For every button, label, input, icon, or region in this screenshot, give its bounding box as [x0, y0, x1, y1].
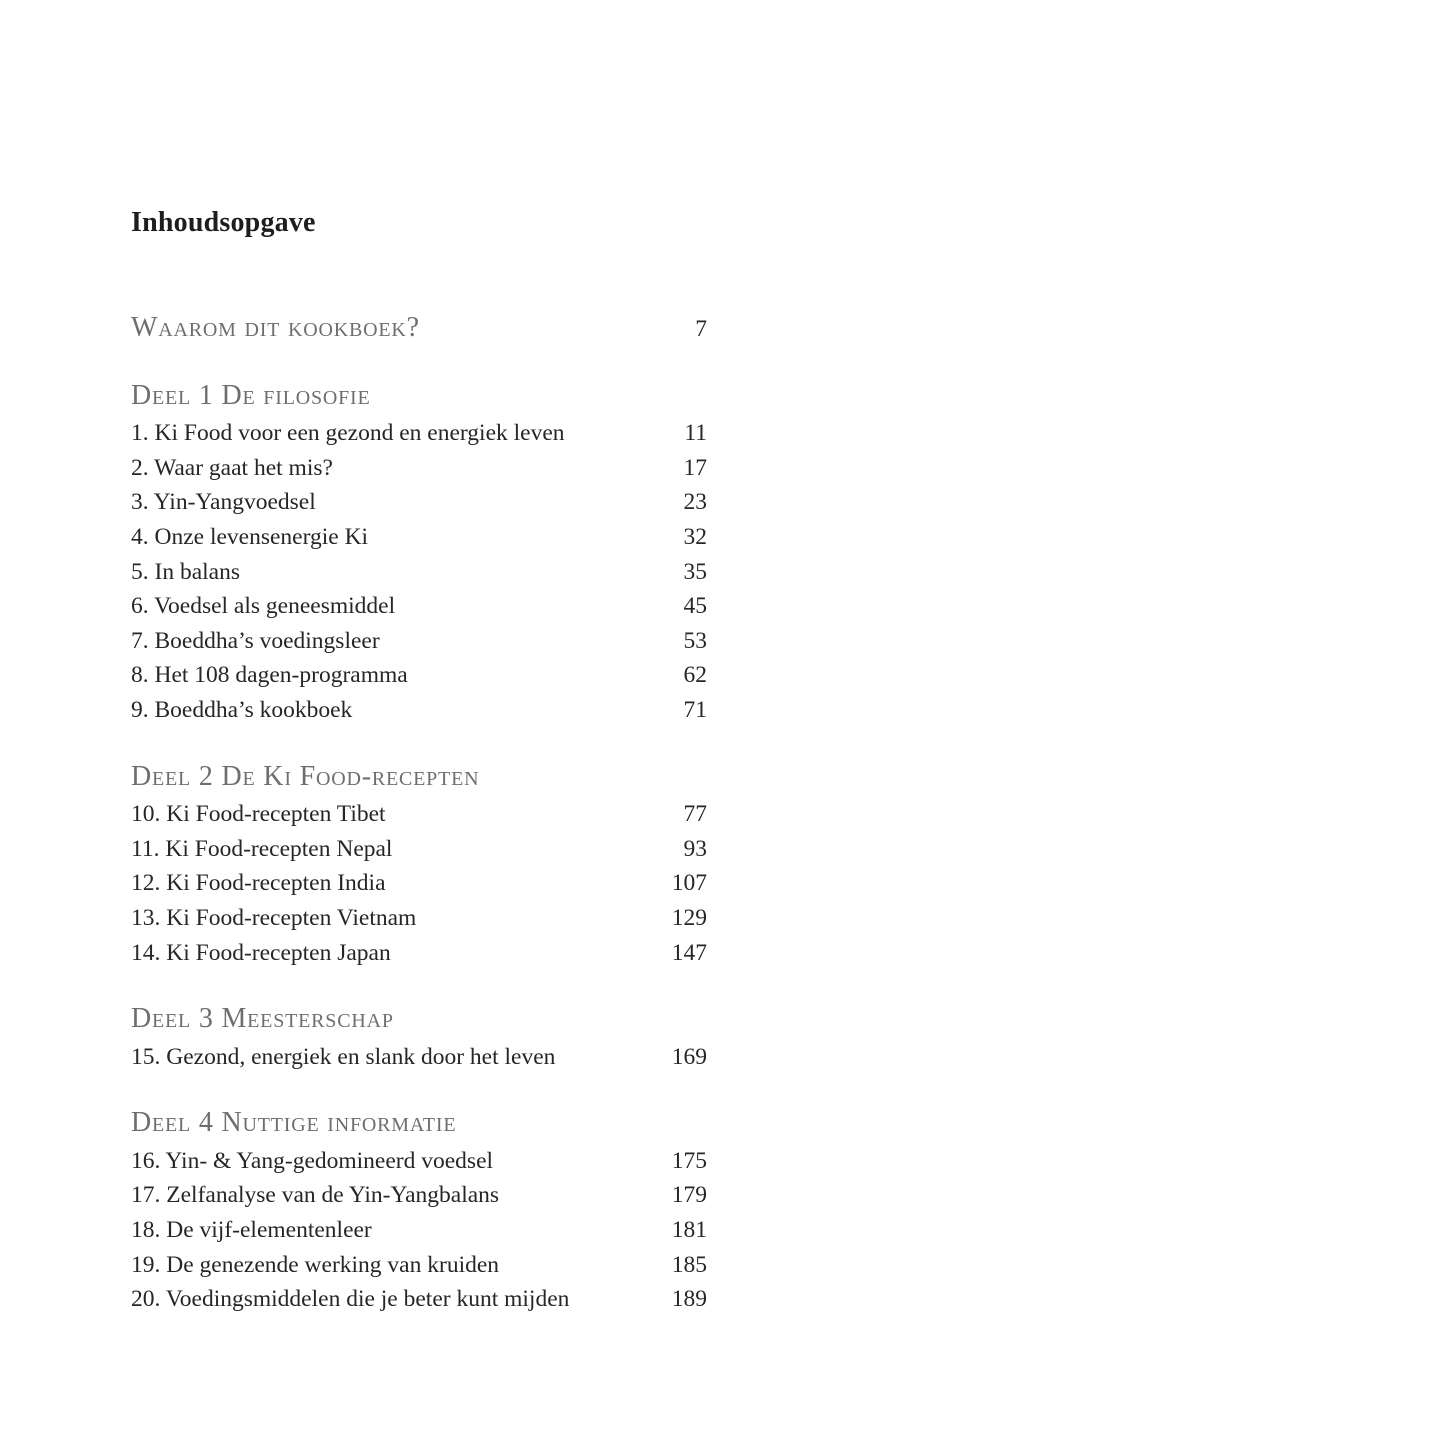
- toc-entry-page: 53: [683, 627, 707, 654]
- toc-entry-page: 77: [683, 801, 707, 828]
- toc-entry: [131, 1040, 707, 1075]
- toc-entry: [131, 451, 707, 486]
- toc-entry-page: 23: [683, 489, 707, 516]
- toc-entry-label: 6. Voedsel als geneesmiddel: [131, 593, 396, 620]
- toc-section-heading-row: [131, 311, 707, 347]
- page-title: Inhoudsopgave: [131, 207, 316, 238]
- toc-entry-label: 17. Zelfanalyse van de Yin-Yangbalans: [131, 1182, 500, 1209]
- toc-entry-label: 7. Boeddha’s voedingsleer: [131, 627, 380, 654]
- toc-entry-label: 10. Ki Food-recepten Tibet: [131, 801, 386, 828]
- toc-entry-page: 93: [683, 835, 707, 862]
- toc-entry-label: 19. De genezende werking van kruiden: [131, 1251, 500, 1278]
- toc-entry-label: 1. Ki Food voor een gezond en energiek leven: [131, 420, 565, 447]
- toc-entry: [131, 416, 707, 451]
- toc-entry-page: 32: [683, 523, 707, 550]
- toc-entry-label: 4. Onze levensenergie Ki: [131, 523, 369, 550]
- toc-section-heading: Waarom dit kookboek?: [131, 312, 420, 343]
- toc-entry-page: 179: [671, 1182, 707, 1209]
- toc-section-page: 7: [695, 316, 707, 342]
- toc-section-heading: Deel 4 Nuttige informatie: [131, 1107, 457, 1139]
- toc-entry-label: 13. Ki Food-recepten Vietnam: [131, 904, 417, 931]
- toc-entry: [131, 936, 707, 971]
- toc-entry-label: 20. Voedingsmiddelen die je beter kunt mijden: [131, 1286, 570, 1313]
- toc-entry: [131, 693, 707, 728]
- toc-entry-label: 14. Ki Food-recepten Japan: [131, 939, 391, 966]
- toc-section-heading: Deel 1 De filosofie: [131, 379, 371, 411]
- toc-entry-page: 107: [671, 870, 707, 897]
- toc-entry: [131, 832, 707, 867]
- toc-entry-label: 12. Ki Food-recepten India: [131, 870, 386, 897]
- toc-entry-label: 15. Gezond, energiek en slank door het leven: [131, 1043, 556, 1070]
- toc-entry-label: 9. Boeddha’s kookboek: [131, 696, 353, 723]
- toc-entry-page: 45: [683, 593, 707, 620]
- toc-entry: [131, 1282, 707, 1317]
- toc-entry-page: 129: [671, 904, 707, 931]
- toc-entry-page: 169: [671, 1043, 707, 1070]
- toc-entry: [131, 485, 707, 520]
- toc-section-heading: Deel 3 Meesterschap: [131, 1003, 394, 1035]
- toc-section-waarom: [131, 311, 707, 347]
- toc-entry-page: 181: [671, 1217, 707, 1244]
- toc-section-heading-row: [131, 1002, 707, 1037]
- toc-entry-label: 18. De vijf-elementenleer: [131, 1217, 372, 1244]
- toc-section-heading-row: [131, 760, 707, 795]
- toc-section-deel-4: [131, 1106, 707, 1317]
- toc-entry: [131, 555, 707, 590]
- toc-section-deel-3: [131, 1002, 707, 1074]
- toc-entry: [131, 901, 707, 936]
- toc-entry-page: 71: [683, 696, 707, 723]
- toc-entry-label: 5. In balans: [131, 558, 240, 585]
- toc-entry-label: 11. Ki Food-recepten Nepal: [131, 835, 393, 862]
- toc-entry: [131, 1178, 707, 1213]
- toc-entry: [131, 624, 707, 659]
- toc-section-deel-1: [131, 379, 707, 728]
- toc-entry-label: 3. Yin-Yangvoedsel: [131, 489, 316, 516]
- toc-entry-page: 185: [671, 1251, 707, 1278]
- toc-section-deel-2: [131, 760, 707, 971]
- toc-entry: [131, 658, 707, 693]
- toc-entry-page: 35: [683, 558, 707, 585]
- toc-entry-page: 147: [671, 939, 707, 966]
- toc-section-heading-row: [131, 379, 707, 414]
- toc-entry: [131, 1144, 707, 1179]
- toc-entry-page: 175: [671, 1147, 707, 1174]
- toc-entry: [131, 866, 707, 901]
- toc-entry: [131, 589, 707, 624]
- toc-entry-label: 16. Yin- & Yang-gedomineerd voedsel: [131, 1147, 494, 1174]
- toc-entry-page: 11: [684, 420, 707, 447]
- toc-entry: [131, 520, 707, 555]
- toc-entry: [131, 1248, 707, 1283]
- table-of-contents: [131, 205, 707, 1317]
- toc-entry-page: 17: [683, 454, 707, 481]
- toc-entry: [131, 1213, 707, 1248]
- toc-entry: [131, 797, 707, 832]
- toc-section-heading-row: [131, 1106, 707, 1141]
- toc-entry-page: 189: [671, 1286, 707, 1313]
- toc-section-heading: Deel 2 De Ki Food-recepten: [131, 760, 480, 792]
- toc-entry-label: 8. Het 108 dagen-programma: [131, 662, 408, 689]
- toc-entry-label: 2. Waar gaat het mis?: [131, 454, 333, 481]
- toc-entry-page: 62: [683, 662, 707, 689]
